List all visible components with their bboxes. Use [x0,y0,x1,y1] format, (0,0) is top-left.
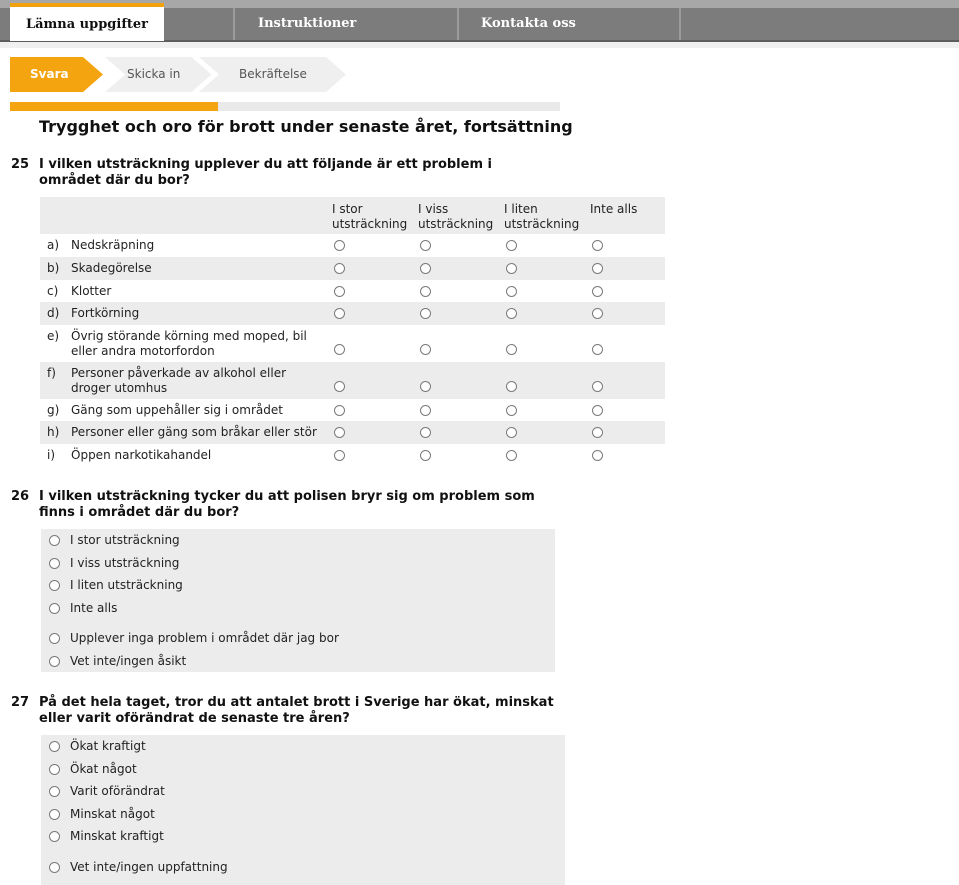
progress-fill [10,102,218,111]
option-item[interactable] [41,783,565,801]
question-text-line: I vilken utsträckning upplever du att följande är ett problem i [39,157,492,172]
nav-divider [679,8,681,40]
nav-divider [233,8,235,40]
nav-shadow [0,42,959,48]
matrix-row [40,444,665,466]
radio-button[interactable] [334,450,345,461]
radio-button[interactable] [592,263,603,274]
matrix-row [40,280,665,302]
radio-button[interactable] [592,427,603,438]
radio-button[interactable] [49,831,60,842]
radio-button[interactable] [592,405,603,416]
tab-kontakta-oss[interactable]: Kontakta oss [481,16,576,31]
option-item[interactable] [41,555,555,573]
matrix-header [40,197,665,234]
q25-matrix [40,197,665,466]
radio-button[interactable] [506,427,517,438]
radio-button[interactable] [334,263,345,274]
row-letter: g) [47,403,60,417]
page-title: Trygghet och oro för brott under senaste året, fortsättning [39,117,573,136]
radio-button[interactable] [592,450,603,461]
row-label: Nedskräpning [71,238,155,252]
question-text [39,157,492,189]
radio-button[interactable] [592,344,603,355]
option-label: I stor utsträckning [70,533,180,547]
matrix-row [40,325,665,362]
progress-bar [10,102,560,111]
option-item[interactable] [41,600,555,618]
q26-options [41,529,555,672]
radio-button[interactable] [334,427,345,438]
question-number: 25 [11,157,30,172]
option-label: Vet inte/ingen uppfattning [70,860,228,874]
option-item[interactable] [41,630,555,648]
radio-button[interactable] [49,656,60,667]
nav-divider [457,8,459,40]
option-label: Upplever inga problem i området där jag bor [70,631,339,645]
question-text-line: eller varit oförändrat de senaste tre åren? [39,711,350,726]
row-letter: h) [47,425,60,439]
row-letter: i) [47,448,56,462]
option-label: Ökat kraftigt [70,739,146,753]
q27-options [41,735,565,885]
row-label: Skadegörelse [71,261,152,275]
row-label: Fortkörning [71,306,140,320]
row-label: Öppen narkotikahandel [71,448,212,462]
row-label: Personer eller gäng som bråkar eller stör [71,425,317,439]
step-label: Bekräftelse [239,67,307,81]
question-text [39,489,535,521]
radio-button[interactable] [506,240,517,251]
radio-button[interactable] [49,741,60,752]
option-item[interactable] [41,577,555,595]
radio-button[interactable] [49,809,60,820]
step-bekraftelse [199,57,347,92]
option-label: I viss utsträckning [70,556,180,570]
matrix-row [40,362,665,399]
question-text [39,695,554,727]
radio-button[interactable] [334,381,345,392]
radio-button[interactable] [49,764,60,775]
radio-button[interactable] [420,450,431,461]
column-header: I viss utsträckning [418,202,494,231]
radio-button[interactable] [420,427,431,438]
radio-button[interactable] [334,405,345,416]
option-item[interactable] [41,653,555,671]
option-label: Varit oförändrat [70,784,165,798]
radio-button[interactable] [420,240,431,251]
radio-button[interactable] [334,308,345,319]
option-item[interactable] [41,532,555,550]
question-text-line: finns i området där du bor? [39,505,240,520]
radio-button[interactable] [49,786,60,797]
tab-lamna-uppgifter[interactable]: Lämna uppgifter [10,3,164,41]
radio-button[interactable] [49,862,60,873]
radio-button[interactable] [334,344,345,355]
option-item[interactable] [41,738,565,756]
row-letter: e) [47,329,60,343]
radio-button[interactable] [506,405,517,416]
radio-button[interactable] [420,381,431,392]
step-label: Svara [30,67,69,81]
row-label: Personer påverkade av alkohol eller droger utomhus [71,366,287,395]
radio-button[interactable] [592,286,603,297]
radio-button[interactable] [49,580,60,591]
radio-button[interactable] [506,263,517,274]
row-letter: b) [47,261,60,275]
option-label: I liten utsträckning [70,578,183,592]
column-header: Inte alls [590,202,638,216]
radio-button[interactable] [49,603,60,614]
option-label: Minskat kraftigt [70,829,164,843]
radio-button[interactable] [592,308,603,319]
radio-button[interactable] [506,450,517,461]
matrix-row [40,421,665,444]
radio-button[interactable] [420,405,431,416]
step-label: Skicka in [127,67,181,81]
radio-button[interactable] [334,240,345,251]
option-label: Minskat något [70,807,155,821]
radio-button[interactable] [506,344,517,355]
column-header: I liten utsträckning [504,202,580,231]
radio-button[interactable] [592,240,603,251]
question-text-line: området där du bor? [39,173,190,188]
option-item[interactable] [41,806,565,824]
radio-button[interactable] [592,381,603,392]
row-label: Klotter [71,284,112,298]
radio-button[interactable] [420,286,431,297]
radio-button[interactable] [420,344,431,355]
option-item[interactable] [41,859,565,877]
question-text-line: I vilken utsträckning tycker du att polisen bryr sig om problem som [39,489,535,504]
row-label: Gäng som uppehåller sig i området [71,403,283,417]
row-letter: c) [47,284,59,298]
option-label: Ökat något [70,762,137,776]
radio-button[interactable] [506,286,517,297]
question-text-line: På det hela taget, tror du att antalet brott i Sverige har ökat, minskat [39,695,554,710]
radio-button[interactable] [420,263,431,274]
radio-button[interactable] [506,381,517,392]
question-number: 27 [11,695,30,710]
row-letter: f) [47,366,56,380]
tab-instruktioner[interactable]: Instruktioner [258,16,357,31]
option-item[interactable] [41,761,565,779]
matrix-row [40,234,665,257]
row-letter: a) [47,238,60,252]
radio-button[interactable] [334,286,345,297]
radio-button[interactable] [49,535,60,546]
matrix-row [40,302,665,325]
radio-button[interactable] [49,633,60,644]
row-label: Övrig störande körning med moped, bil eller andra motorfordon [71,329,307,358]
radio-button[interactable] [506,308,517,319]
option-item[interactable] [41,828,565,846]
step-svara [10,57,105,92]
matrix-row [40,257,665,280]
option-label: Inte alls [70,601,118,615]
question-number: 26 [11,489,30,504]
radio-button[interactable] [49,558,60,569]
row-letter: d) [47,306,60,320]
radio-button[interactable] [420,308,431,319]
matrix-row [40,399,665,421]
column-header: I stor utsträckning [332,202,408,231]
option-label: Vet inte/ingen åsikt [70,654,187,668]
